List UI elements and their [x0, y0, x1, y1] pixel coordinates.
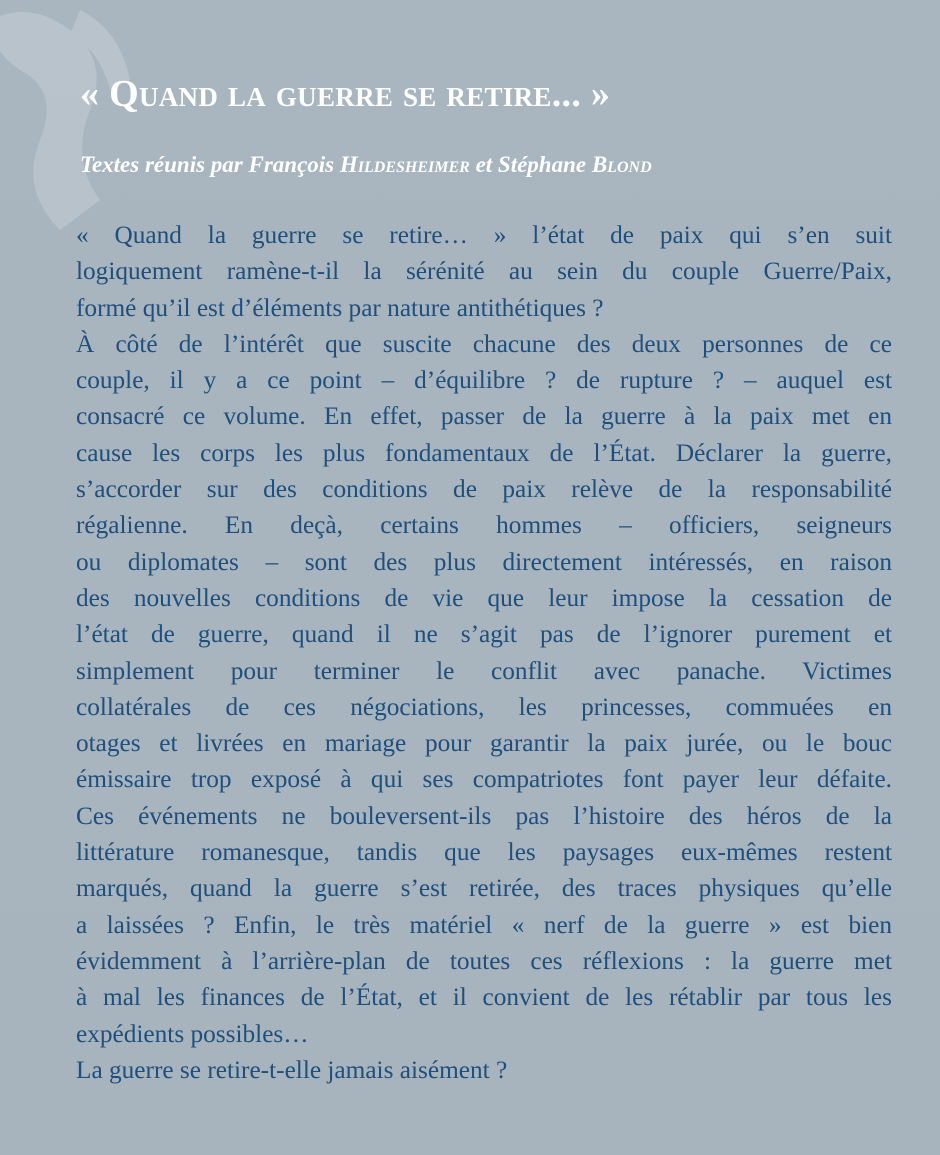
subtitle-part: Textes réunis par François — [80, 152, 340, 177]
subtitle-part: Hildesheimer — [339, 152, 470, 177]
body-line: consacré ce volume. En effet, passer de la guerre à la paix met en — [76, 402, 892, 431]
body-line: cause les corps les plus fondamentaux de l’État. Déclarer la guerre, — [76, 438, 892, 467]
body-line: La guerre se retire-t-elle jamais aisément ? — [76, 1055, 508, 1084]
body-line: collatérales de ces négociations, les princesses, commuées en — [76, 692, 892, 721]
body-line: formé qu’il est d’éléments par nature antithétiques ? — [76, 293, 604, 322]
body-line: s’accorder sur des conditions de paix relève de la responsabilité — [76, 475, 892, 504]
body-line: expédients possibles… — [76, 1019, 309, 1048]
page-title: « Quand la guerre se retire... » — [80, 73, 611, 115]
emblem-watermark — [0, 0, 150, 250]
body-line: des nouvelles conditions de vie que leur impose la cessation de — [76, 583, 892, 612]
subtitle — [80, 152, 652, 178]
body-line: simplement pour terminer le conflit avec panache. Victimes — [76, 656, 892, 685]
body-line: a laissées ? Enfin, le très matériel « nerf de la guerre » est bien — [76, 910, 892, 939]
body-line: marqués, quand la guerre s’est retirée, des traces physiques qu’elle — [76, 874, 892, 903]
body-line: émissaire trop exposé à qui ses compatriotes font payer leur défaite. — [76, 765, 892, 794]
body-line: otages et livrées en mariage pour garantir la paix jurée, ou le bouc — [76, 729, 892, 758]
body-line: logiquement ramène-t-il la sérénité au sein du couple Guerre/Paix, — [76, 257, 892, 286]
body-line: l’état de guerre, quand il ne s’agit pas de l’ignorer purement et — [76, 620, 892, 649]
body-line: évidemment à l’arrière-plan de toutes ces réflexions : la guerre met — [76, 946, 892, 975]
body-line: couple, il y a ce point – d’équilibre ? de rupture ? – auquel est — [76, 366, 892, 395]
subtitle-part: Blond — [591, 152, 652, 177]
body-line: ou diplomates – sont des plus directement intéressés, en raison — [76, 547, 892, 576]
body-line: Ces événements ne bouleversent-ils pas l’histoire des héros de la — [76, 801, 892, 830]
body-line: « Quand la guerre se retire… » l’état de paix qui s’en suit — [76, 221, 892, 249]
body-line: littérature romanesque, tandis que les paysages eux-mêmes restent — [76, 838, 892, 867]
body-line: régalienne. En deçà, certains hommes – officiers, seigneurs — [76, 511, 892, 540]
body-text — [76, 217, 892, 1088]
body-line: à mal les finances de l’État, et il convient de les rétablir par tous les — [76, 983, 892, 1012]
subtitle-part: et Stéphane — [469, 152, 592, 177]
body-line: À côté de l’intérêt que suscite chacune des deux personnes de ce — [76, 329, 892, 358]
